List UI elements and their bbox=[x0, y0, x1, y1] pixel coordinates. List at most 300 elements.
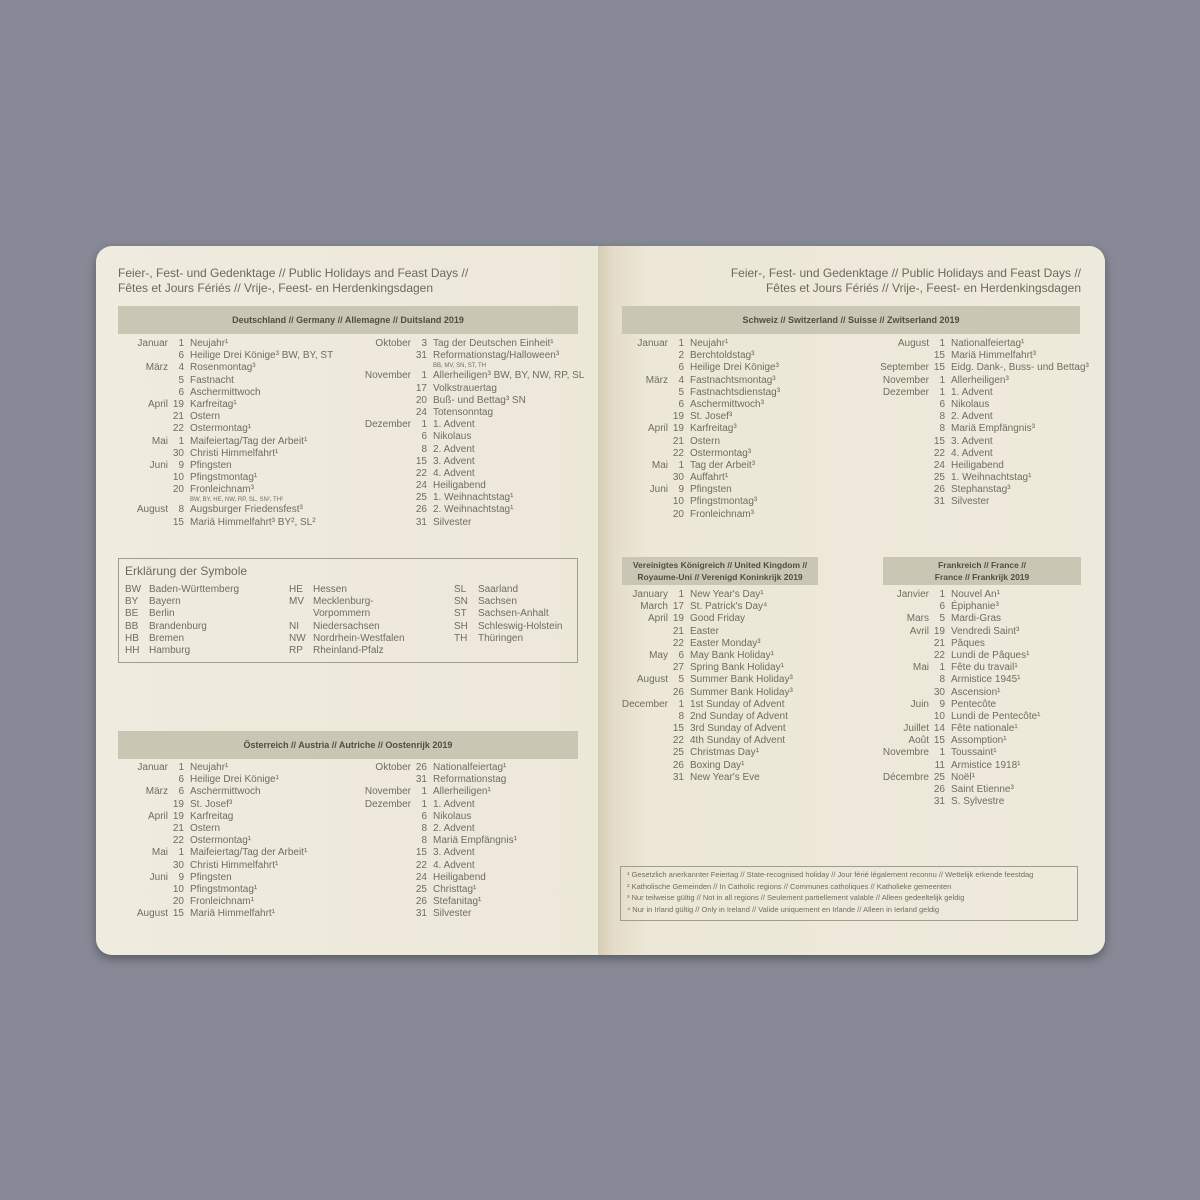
day: 5 bbox=[678, 674, 684, 686]
month: Dezember bbox=[364, 419, 411, 431]
legend-entry bbox=[125, 645, 239, 657]
holiday-name: Tag der Arbeit³ bbox=[690, 459, 756, 471]
holiday-name: Noël¹ bbox=[951, 771, 975, 783]
day: 10 bbox=[172, 883, 184, 895]
day: 14 bbox=[933, 723, 945, 735]
holiday-name: Lundi de Pentecôte¹ bbox=[951, 710, 1041, 722]
day: 22 bbox=[172, 835, 184, 847]
legend-entry bbox=[125, 584, 239, 596]
holiday-name: Reformationstag bbox=[433, 774, 507, 786]
legend-name: Niedersachsen bbox=[313, 620, 380, 632]
holiday-name: Silvester bbox=[433, 516, 472, 528]
legend-name: Nordrhein-Westfalen bbox=[313, 632, 405, 644]
month: Oktober bbox=[375, 338, 411, 349]
legend-code: HB bbox=[125, 632, 139, 644]
holiday-name: Maifeiertag/Tag der Arbeit¹ bbox=[190, 847, 308, 859]
day: 6 bbox=[939, 601, 945, 613]
month: Mai bbox=[651, 459, 668, 471]
legend-code: BB bbox=[125, 620, 139, 632]
holiday-name: Neujahr¹ bbox=[190, 338, 229, 349]
holiday-name: Eidg. Dank-, Buss- und Bettag³ bbox=[951, 362, 1089, 374]
holiday-name: Volkstrauertag bbox=[433, 382, 497, 394]
day: 22 bbox=[933, 447, 945, 459]
holiday-name: Berchtoldstag³ bbox=[690, 350, 755, 362]
day: 6 bbox=[178, 786, 184, 798]
day: 25 bbox=[933, 771, 945, 783]
legend-name: Bayern bbox=[149, 596, 181, 608]
holiday-name: Christtag¹ bbox=[433, 883, 477, 895]
holiday-name: Ostern bbox=[190, 822, 221, 834]
legend-entry bbox=[454, 621, 562, 633]
holiday-name: Mariä Himmelfahrt¹ bbox=[190, 908, 276, 920]
holiday-name: Silvester bbox=[951, 496, 990, 508]
month: Januar bbox=[137, 338, 168, 349]
day: 20 bbox=[172, 896, 184, 908]
month: Août bbox=[908, 735, 929, 747]
day: 1 bbox=[939, 589, 945, 600]
day: 24 bbox=[415, 406, 427, 418]
day: 15 bbox=[172, 516, 184, 528]
legend-entry bbox=[289, 621, 405, 633]
holiday-name: Aschermittwoch³ bbox=[690, 398, 764, 410]
legend-title: Erklärung der Symbole bbox=[125, 564, 248, 578]
legend-entry bbox=[454, 596, 562, 608]
day: 1 bbox=[421, 786, 427, 798]
day: 22 bbox=[672, 735, 684, 747]
holiday-name: Mariä Empfängnis¹ bbox=[433, 835, 517, 847]
holiday-name: 1. Advent bbox=[951, 386, 993, 398]
day: 22 bbox=[672, 637, 684, 649]
day: 1 bbox=[421, 419, 427, 431]
legend-entry bbox=[125, 633, 239, 645]
legend-name: Brandenburg bbox=[149, 620, 207, 632]
holiday-name: 3. Advent bbox=[433, 847, 475, 859]
holiday-name: Mardi-Gras bbox=[951, 613, 1002, 625]
holiday-name: Heiligabend bbox=[951, 459, 1004, 471]
day: 31 bbox=[672, 771, 684, 783]
holiday-name: May Bank Holiday¹ bbox=[690, 649, 774, 661]
day: 15 bbox=[933, 362, 945, 374]
day: 17 bbox=[415, 382, 427, 394]
day: 8 bbox=[939, 423, 945, 435]
legend-code: RP bbox=[289, 645, 303, 657]
month: August bbox=[136, 908, 168, 920]
holiday-name: Mariä Himmelfahrt³ bbox=[951, 350, 1037, 362]
legend-name: Rheinland-Pfalz bbox=[313, 645, 384, 657]
holiday-name: 2. Advent bbox=[433, 822, 475, 834]
holiday-name: Fête nationale¹ bbox=[951, 723, 1018, 735]
day: 30 bbox=[672, 472, 684, 484]
day: 26 bbox=[415, 896, 427, 908]
footnote-3: ³ Nur teilweise gültig // Not in all regions // Seulement partiellement valable // Alleen gedeeltelijk geldig bbox=[627, 893, 965, 902]
day: 10 bbox=[933, 710, 945, 722]
holiday-name: Ostermontag³ bbox=[690, 447, 752, 459]
month: August bbox=[136, 504, 168, 516]
holiday-name: 2. Weihnachtstag¹ bbox=[433, 504, 514, 516]
day: 19 bbox=[672, 423, 684, 435]
holiday-name: Reformationstag/Halloween³ bbox=[433, 350, 560, 362]
holiday-name: New Year's Day¹ bbox=[690, 589, 764, 600]
holiday-name: Pâques bbox=[951, 637, 985, 649]
day: 3 bbox=[421, 338, 427, 349]
holiday-name: Toussaint¹ bbox=[951, 747, 997, 759]
footnotes-box bbox=[620, 866, 1078, 921]
legend-name: Bremen bbox=[149, 632, 185, 644]
holiday-name: Fastnachtsmontag³ bbox=[690, 374, 776, 386]
day: 9 bbox=[178, 459, 184, 471]
month: März bbox=[645, 374, 668, 386]
day: 1 bbox=[421, 798, 427, 810]
day: 19 bbox=[933, 625, 945, 637]
day: 31 bbox=[415, 516, 427, 528]
holiday-name: Heiligabend bbox=[433, 480, 486, 492]
month: Januar bbox=[637, 338, 668, 349]
day: 9 bbox=[939, 698, 945, 710]
day: 9 bbox=[678, 484, 684, 496]
legend-name: Hamburg bbox=[149, 645, 191, 657]
day: 15 bbox=[672, 723, 684, 735]
legend-entry bbox=[289, 584, 405, 596]
day: 19 bbox=[672, 613, 684, 625]
day: 31 bbox=[415, 774, 427, 786]
holiday-name: Tag der Deutschen Einheit¹ bbox=[433, 338, 554, 349]
holiday-name: Heilige Drei Könige³ BW, BY, ST bbox=[190, 350, 334, 362]
day: 15 bbox=[933, 350, 945, 362]
day: 5 bbox=[939, 613, 945, 625]
holiday-name: Armistice 1945¹ bbox=[951, 674, 1021, 686]
month: May bbox=[649, 649, 668, 661]
month: April bbox=[147, 398, 168, 410]
month: Mai bbox=[151, 847, 168, 859]
holiday-name: Heilige Drei Könige¹ bbox=[190, 774, 279, 786]
day: 25 bbox=[672, 747, 684, 759]
holiday-name: Ostermontag¹ bbox=[190, 423, 252, 435]
holiday-name: Vendredi Saint³ bbox=[951, 625, 1020, 637]
day: 26 bbox=[415, 504, 427, 516]
legend-code: SL bbox=[454, 584, 467, 595]
day: 22 bbox=[672, 447, 684, 459]
legend-entry bbox=[454, 608, 562, 620]
footnote-2: ² Katholische Gemeinden // In Catholic regions // Communes catholiques // Katholieke gemeenten bbox=[627, 881, 952, 891]
holiday-name: Saint Etienne³ bbox=[951, 784, 1014, 795]
legend-code: NI bbox=[289, 620, 299, 632]
month: November bbox=[364, 786, 411, 798]
day: 31 bbox=[933, 496, 945, 508]
holiday-name: Mariä Empfängnis³ bbox=[951, 423, 1035, 435]
switzerland-title: Schweiz // Switzerland // Suisse // Zwitserland 2019 bbox=[622, 306, 1080, 334]
holiday-name: Karfreitag¹ bbox=[190, 398, 237, 410]
holiday-name: Fastnacht bbox=[190, 374, 234, 386]
day: 22 bbox=[172, 423, 184, 435]
legend-entry bbox=[125, 621, 239, 633]
legend-name: Sachsen bbox=[478, 596, 517, 608]
day: 1 bbox=[939, 747, 945, 759]
holiday-name: Fronleichnam¹ bbox=[190, 896, 254, 908]
holiday-name: Neujahr¹ bbox=[690, 338, 729, 349]
holiday-name: Pentecôte bbox=[951, 698, 997, 710]
legend-code: BW bbox=[125, 584, 142, 595]
holiday-name: 3. Advent bbox=[433, 455, 475, 467]
day: 20 bbox=[172, 484, 184, 496]
holiday-name: Nationalfeiertag¹ bbox=[433, 762, 507, 773]
holiday-name: Stefanitag¹ bbox=[433, 896, 482, 908]
holiday-name: St. Patrick's Day⁴ bbox=[690, 601, 768, 613]
month: Décembre bbox=[882, 771, 929, 783]
holiday-name: Heiligabend bbox=[433, 871, 486, 883]
right-page-header: Feier-, Fest- und Gedenktage // Public Holidays and Feast Days // Fêtes et Jours Fériés // Vrije-, Feest- en Herdenkingsdagen bbox=[730, 266, 1081, 295]
month: Juni bbox=[649, 484, 668, 496]
day: 15 bbox=[933, 735, 945, 747]
holiday-name: BB, MV, SN, ST, TH bbox=[433, 363, 487, 370]
month: April bbox=[647, 613, 668, 625]
holiday-name: Totensonntag bbox=[433, 406, 494, 418]
day: 30 bbox=[172, 447, 184, 459]
legend-code: TH bbox=[454, 632, 468, 644]
day: 17 bbox=[672, 601, 684, 613]
holiday-name: 1. Advent bbox=[433, 419, 475, 431]
holiday-name: Fronleichnam³ bbox=[690, 508, 754, 520]
legend-code: HH bbox=[125, 645, 140, 657]
day: 1 bbox=[678, 459, 684, 471]
legend-entry bbox=[289, 608, 405, 620]
day: 22 bbox=[415, 859, 427, 871]
day: 6 bbox=[178, 350, 184, 362]
day: 26 bbox=[672, 759, 684, 771]
month: Avril bbox=[909, 625, 929, 637]
month: Mai bbox=[151, 435, 168, 447]
holiday-name: Ostern bbox=[690, 435, 721, 447]
day: 22 bbox=[933, 649, 945, 661]
legend-name: Vorpommern bbox=[313, 608, 371, 620]
month: Juillet bbox=[903, 723, 929, 735]
day: 26 bbox=[672, 686, 684, 698]
day: 6 bbox=[678, 649, 684, 661]
day: 24 bbox=[415, 871, 427, 883]
symbol-legend bbox=[118, 558, 578, 663]
holiday-name: Fastnachtsdienstag³ bbox=[690, 386, 781, 398]
day: 22 bbox=[415, 467, 427, 479]
month: März bbox=[145, 362, 168, 374]
day: 1 bbox=[939, 338, 945, 349]
day: 15 bbox=[933, 435, 945, 447]
holiday-name: Augsburger Friedensfest³ bbox=[190, 504, 303, 516]
holiday-name: Pfingsten bbox=[190, 871, 232, 883]
holiday-name: Assomption¹ bbox=[951, 735, 1007, 747]
holiday-name: Buß- und Bettag³ SN bbox=[433, 394, 526, 406]
day: 11 bbox=[934, 759, 945, 771]
month: März bbox=[145, 786, 168, 798]
holiday-name: Good Friday bbox=[690, 613, 746, 625]
legend-code: MV bbox=[289, 596, 304, 608]
day: 5 bbox=[678, 386, 684, 398]
day: 1 bbox=[939, 374, 945, 386]
holiday-name: 2nd Sunday of Advent bbox=[690, 710, 788, 722]
holiday-name: 3rd Sunday of Advent bbox=[690, 723, 786, 735]
day: 1 bbox=[939, 662, 945, 674]
legend-entry bbox=[289, 596, 405, 608]
month: April bbox=[647, 423, 668, 435]
legend-col1 bbox=[125, 584, 239, 657]
day: 10 bbox=[172, 472, 184, 484]
legend-code: SH bbox=[454, 620, 468, 632]
day: 25 bbox=[933, 472, 945, 484]
day: 1 bbox=[678, 338, 684, 349]
holiday-name: Armistice 1918¹ bbox=[951, 759, 1021, 771]
day: 1 bbox=[678, 698, 684, 710]
holiday-name: 4. Advent bbox=[433, 859, 475, 871]
holiday-name: Aschermittwoch bbox=[190, 786, 261, 798]
day: 26 bbox=[933, 784, 945, 795]
germany-title: Deutschland // Germany // Allemagne // Duitsland 2019 bbox=[118, 306, 578, 334]
day: 4 bbox=[178, 362, 184, 374]
day: 15 bbox=[172, 908, 184, 920]
month: Juin bbox=[910, 698, 929, 710]
day: 19 bbox=[672, 411, 684, 423]
day: 1 bbox=[178, 338, 184, 349]
holiday-name: Christmas Day¹ bbox=[690, 747, 759, 759]
day: 6 bbox=[678, 398, 684, 410]
month: Januar bbox=[137, 762, 168, 773]
legend-code: BY bbox=[125, 596, 139, 608]
day: 30 bbox=[172, 859, 184, 871]
holiday-name: Nikolaus bbox=[433, 810, 472, 822]
holiday-name: Summer Bank Holiday³ bbox=[690, 686, 793, 698]
holiday-name: Pfingstmontag¹ bbox=[190, 472, 258, 484]
day: 9 bbox=[178, 871, 184, 883]
day: 1 bbox=[178, 435, 184, 447]
month: Mai bbox=[912, 662, 929, 674]
legend-name: Saarland bbox=[478, 584, 519, 595]
left-page-header: Feier-, Fest- und Gedenktage // Public Holidays and Feast Days // Fêtes et Jours Fériés // Vrije-, Feest- en Herdenkingsdagen bbox=[118, 266, 469, 295]
day: 21 bbox=[672, 625, 684, 637]
month: Mars bbox=[906, 613, 929, 625]
holiday-name: Nouvel An¹ bbox=[951, 589, 1000, 600]
holiday-name: New Year's Eve bbox=[690, 771, 760, 783]
day: 19 bbox=[172, 398, 184, 410]
legend-code: ST bbox=[454, 608, 467, 620]
holiday-name: 1. Weihnachtstag¹ bbox=[433, 492, 514, 504]
holiday-name: Christi Himmelfahrt¹ bbox=[190, 859, 279, 871]
day: 20 bbox=[672, 508, 684, 520]
day: 24 bbox=[415, 480, 427, 492]
legend-code: BE bbox=[125, 608, 139, 620]
holiday-name: Spring Bank Holiday¹ bbox=[690, 662, 784, 674]
holiday-name: 1. Weihnachtstag¹ bbox=[951, 472, 1032, 484]
day: 8 bbox=[421, 835, 427, 847]
day: 6 bbox=[421, 431, 427, 443]
month: Dezember bbox=[364, 798, 411, 810]
day: 8 bbox=[178, 504, 184, 516]
holiday-name: Summer Bank Holiday³ bbox=[690, 674, 793, 686]
day: 5 bbox=[178, 374, 184, 386]
legend-name: Hessen bbox=[313, 584, 347, 595]
footnote-1: ¹ Gesetzlich anerkannter Feiertag // State-recognised holiday // Jour férié légalement reconnu // Wettelijk erkende feestdag bbox=[627, 870, 1034, 879]
holiday-name: Lundi de Pâques¹ bbox=[951, 649, 1030, 661]
day: 26 bbox=[415, 762, 427, 773]
holiday-name: Stephanstag³ bbox=[951, 484, 1011, 496]
legend-entry bbox=[125, 596, 239, 608]
day: 19 bbox=[172, 810, 184, 822]
month: December bbox=[621, 698, 668, 710]
holiday-name: Rosenmontag³ bbox=[190, 362, 256, 374]
legend-entry bbox=[454, 584, 562, 596]
holiday-name: Pfingstmontag³ bbox=[690, 496, 758, 508]
day: 15 bbox=[415, 455, 427, 467]
holiday-name: Nikolaus bbox=[951, 398, 990, 410]
legend-code: SN bbox=[454, 596, 468, 608]
day: 1 bbox=[939, 386, 945, 398]
legend-entry bbox=[289, 645, 405, 657]
holiday-name: Maifeiertag/Tag der Arbeit¹ bbox=[190, 435, 308, 447]
holiday-name: 4th Sunday of Advent bbox=[690, 735, 786, 747]
holiday-name: BW, BY, HE, NW, RP, SL, SN², TH² bbox=[190, 497, 284, 504]
day: 31 bbox=[415, 908, 427, 920]
day: 20 bbox=[415, 394, 427, 406]
day: 8 bbox=[421, 822, 427, 834]
month: Oktober bbox=[375, 762, 411, 773]
legend-entry bbox=[454, 633, 562, 645]
legend-entry bbox=[125, 608, 239, 620]
day: 25 bbox=[415, 492, 427, 504]
day: 21 bbox=[172, 822, 184, 834]
month: April bbox=[147, 810, 168, 822]
day: 4 bbox=[678, 374, 684, 386]
holiday-name: Fronleichnam³ bbox=[190, 484, 254, 496]
holiday-name: Easter bbox=[690, 625, 719, 637]
day: 6 bbox=[939, 398, 945, 410]
holiday-name: St. Josef³ bbox=[690, 411, 733, 423]
day: 21 bbox=[172, 411, 184, 423]
day: 15 bbox=[415, 847, 427, 859]
month: November bbox=[882, 374, 929, 386]
day: 8 bbox=[678, 710, 684, 722]
holiday-name: Christi Himmelfahrt¹ bbox=[190, 447, 279, 459]
open-planner-book bbox=[96, 246, 1105, 955]
day: 6 bbox=[178, 774, 184, 786]
holiday-name: Allerheiligen¹ bbox=[433, 786, 491, 798]
holiday-name: Boxing Day¹ bbox=[690, 759, 745, 771]
day: 30 bbox=[933, 686, 945, 698]
holiday-name: Allerheiligen³ BW, BY, NW, RP, SL bbox=[433, 370, 585, 382]
legend-name: Berlin bbox=[149, 608, 175, 620]
holiday-name: Silvester bbox=[433, 908, 472, 920]
holiday-name: Épiphanie³ bbox=[951, 601, 999, 613]
holiday-name: Pfingstmontag¹ bbox=[190, 883, 258, 895]
day: 25 bbox=[415, 883, 427, 895]
day: 21 bbox=[672, 435, 684, 447]
holiday-name: 4. Advent bbox=[433, 467, 475, 479]
legend-code: NW bbox=[289, 632, 306, 644]
day: 31 bbox=[415, 350, 427, 362]
day: 19 bbox=[172, 798, 184, 810]
month: Dezember bbox=[882, 386, 929, 398]
month: January bbox=[632, 589, 668, 600]
month: November bbox=[364, 370, 411, 382]
month: Janvier bbox=[896, 589, 929, 600]
holiday-name: Ascension¹ bbox=[951, 686, 1001, 698]
legend-name: Schleswig-Holstein bbox=[478, 620, 563, 632]
footnote-4: ⁴ Nur in Irland gültig // Only in Ireland // Valide uniquement en Irlande // Alleen in Ierland geldig bbox=[627, 904, 940, 914]
legend-col2 bbox=[289, 584, 405, 657]
holiday-name: Ostern bbox=[190, 411, 221, 423]
legend-name: Thüringen bbox=[478, 632, 524, 644]
holiday-name: Auffahrt¹ bbox=[690, 472, 729, 484]
holiday-name: 4. Advent bbox=[951, 447, 993, 459]
day: 6 bbox=[421, 810, 427, 822]
holiday-name: St. Josef³ bbox=[190, 798, 233, 810]
day: 6 bbox=[178, 386, 184, 398]
day: 24 bbox=[933, 459, 945, 471]
